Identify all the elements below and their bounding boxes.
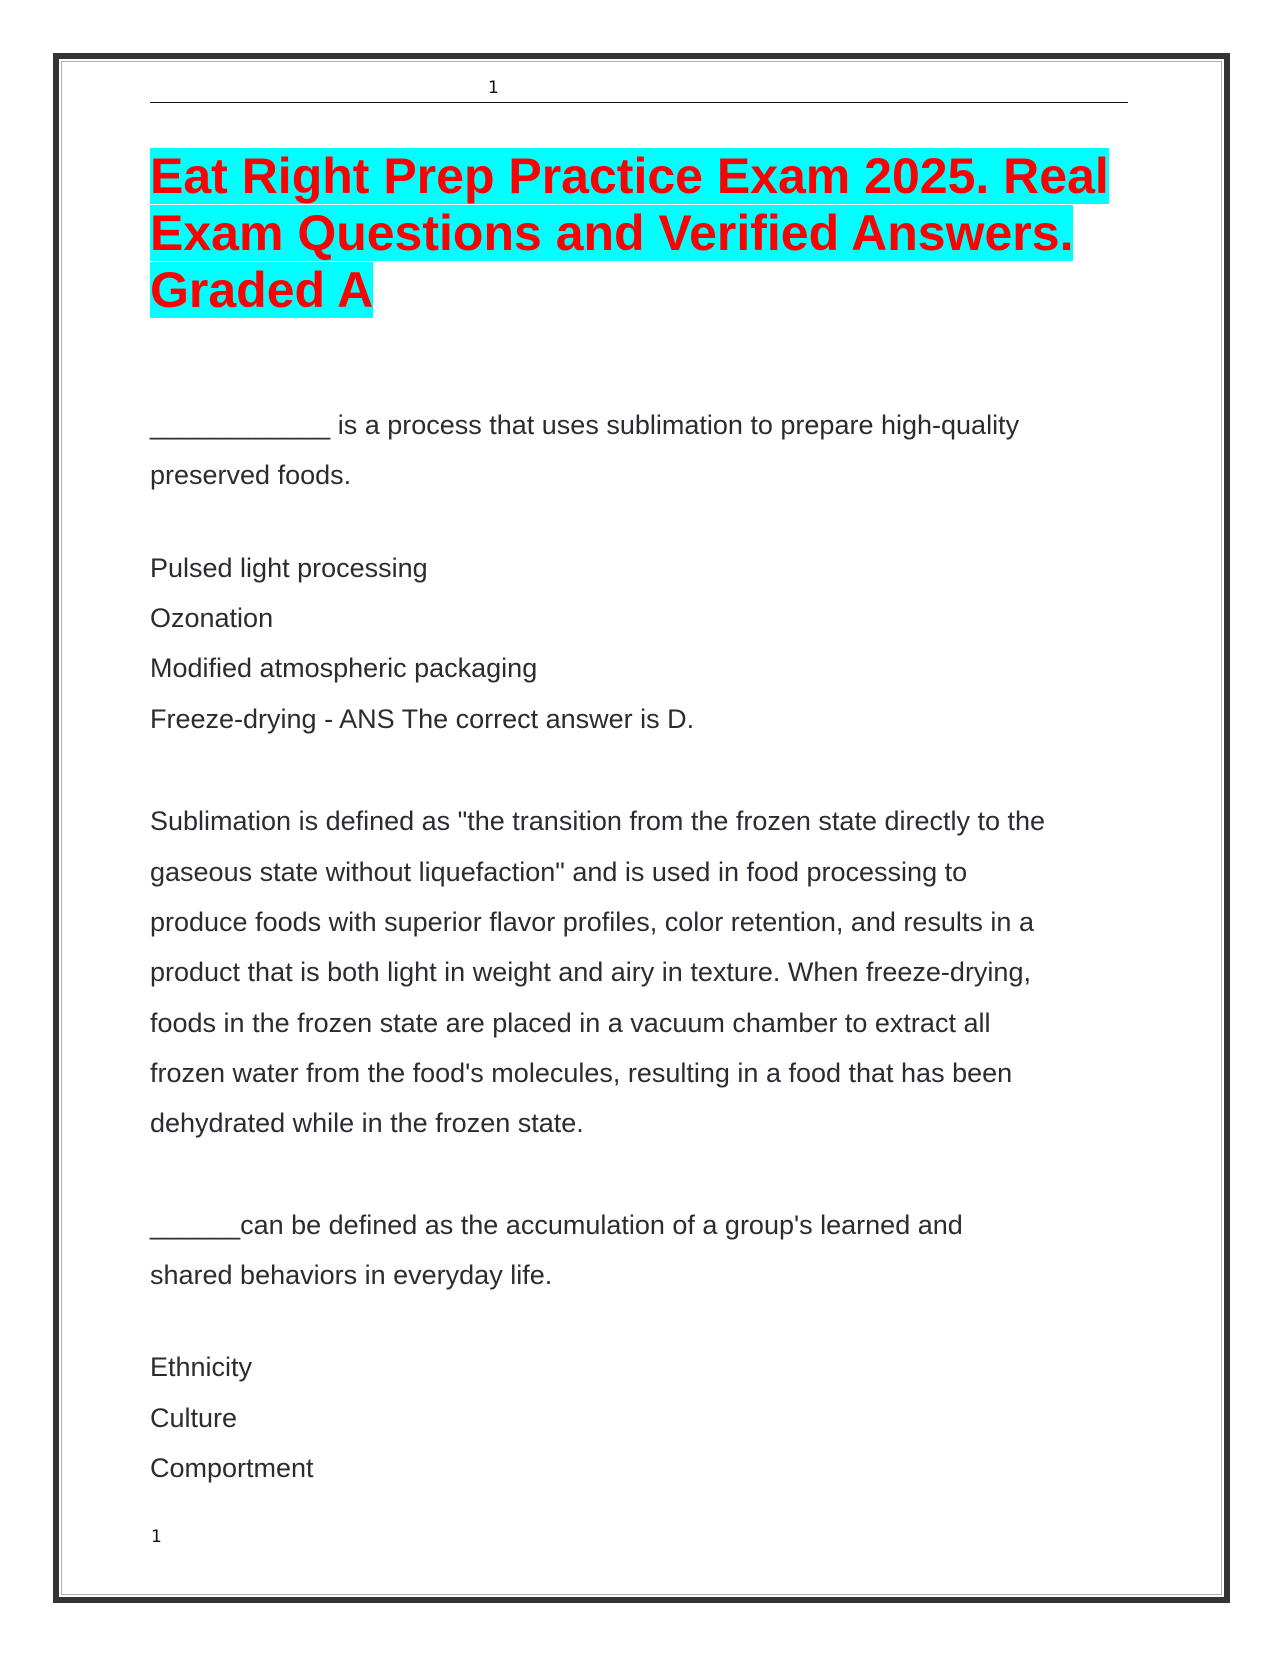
question-1-stem-line-1: ____________ is a process that uses sublimation to prepare high-quality <box>150 410 1020 440</box>
title-text: Eat Right Prep Practice Exam 2025. Real Exam Questions and Verified Answers. Graded A <box>150 148 1109 318</box>
question-2-option-b: Culture <box>150 1403 238 1433</box>
footer-page-number: 1 <box>151 1527 162 1547</box>
question-2-stem-line-2: shared behaviors in everyday life. <box>150 1260 553 1290</box>
question-1-stem-line-2: preserved foods. <box>150 460 352 490</box>
question-2-stem-line-1: ______can be defined as the accumulation of a group's learned and <box>150 1210 963 1240</box>
header-page-number: 1 <box>488 78 499 98</box>
explanation-line: dehydrated while in the frozen state. <box>150 1108 584 1138</box>
question-1-option-d-answer: Freeze-drying - ANS The correct answer is D. <box>150 704 695 734</box>
explanation-line: Sublimation is defined as "the transition from the frozen state directly to the <box>150 806 1046 836</box>
question-1-option-c: Modified atmospheric packaging <box>150 653 538 683</box>
document-title <box>150 148 1150 319</box>
question-2-option-a: Ethnicity <box>150 1352 253 1382</box>
explanation-line: produce foods with superior flavor profiles, color retention, and results in a <box>150 907 1034 937</box>
explanation-line: frozen water from the food's molecules, resulting in a food that has been <box>150 1058 1013 1088</box>
question-1-option-b: Ozonation <box>150 603 274 633</box>
explanation-line: gaseous state without liquefaction" and is used in food processing to <box>150 857 968 887</box>
explanation-line: foods in the frozen state are placed in a vacuum chamber to extract all <box>150 1008 991 1038</box>
question-2-option-c: Comportment <box>150 1453 314 1483</box>
header-rule <box>150 102 1128 103</box>
explanation-line: product that is both light in weight and airy in texture. When freeze-drying, <box>150 957 1031 987</box>
question-1-option-a: Pulsed light processing <box>150 553 428 583</box>
